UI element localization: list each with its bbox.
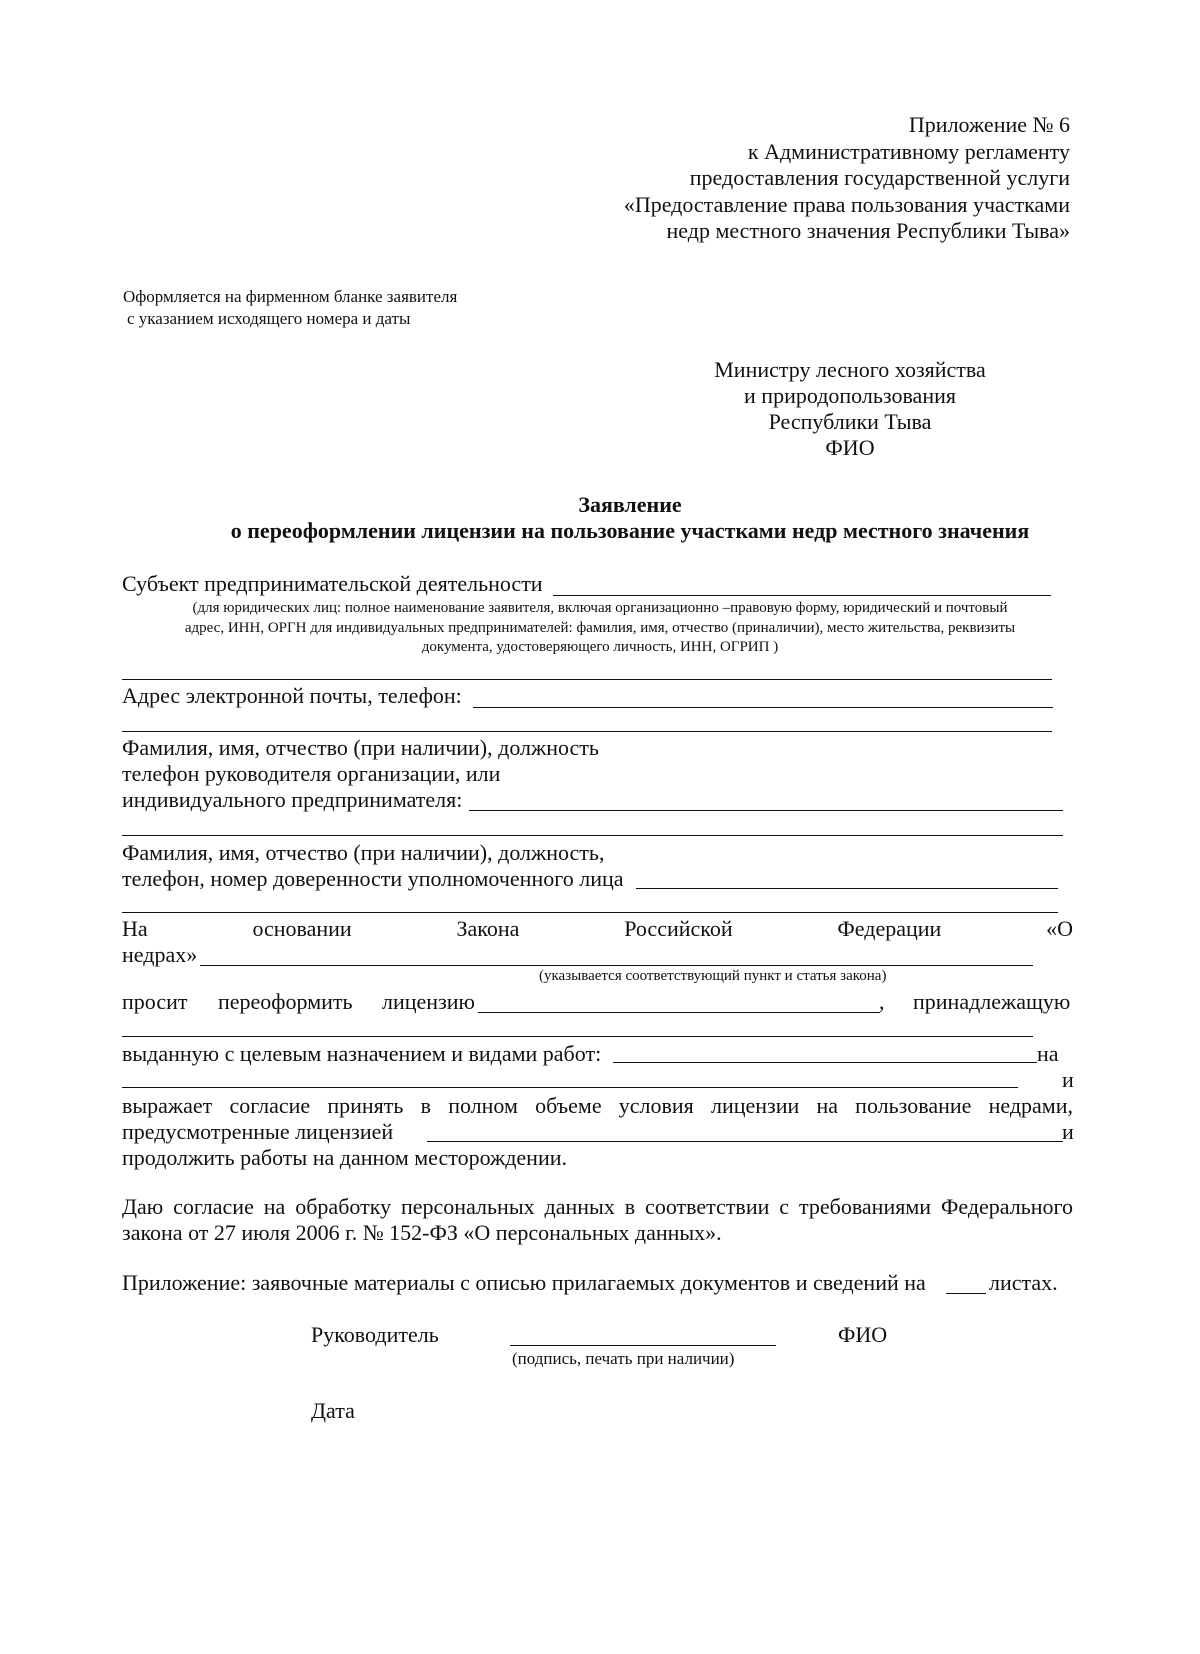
basis-hint: (указывается соответствующий пункт и статья закона) (539, 968, 887, 984)
signature-role: Руководитель (311, 1322, 439, 1347)
subject-hint: (для юридических лиц: полное наименование заявителя, включая организационно –правовую форму, юридический и почтовый (192, 600, 1008, 616)
basis-word: Федерации (837, 916, 942, 941)
appendix-line: недр местного значения Республики Тыва» (666, 218, 1070, 243)
basis-word: «О (1046, 916, 1073, 941)
basis-word: На (122, 916, 148, 941)
addressee-line: Министру лесного хозяйства (714, 357, 986, 382)
basis-word: основании (252, 916, 352, 941)
signature-hint: (подпись, печать при наличии) (512, 1349, 735, 1368)
request-comma: , (879, 989, 885, 1014)
agree-text: выражает согласие принять в полном объеме условия лицензии на пользование недрами, (122, 1093, 1073, 1118)
addressee-line: Республики Тыва (768, 409, 932, 434)
proxy-label-line: Фамилия, имя, отчество (при наличии), должность, (122, 840, 605, 865)
proxy-input-line[interactable] (636, 888, 1058, 889)
appendix-line: предоставления государственной услуги (689, 165, 1070, 190)
proxy-label-line: телефон, номер доверенности уполномоченного лица (122, 866, 624, 891)
owner-input-line[interactable] (122, 1036, 1033, 1037)
request-and-2: и (1062, 1119, 1074, 1144)
consent-text: Даю согласие на обработку персональных данных в соответствии с требованиями Федерального (122, 1194, 1073, 1219)
addressee-line: и природопользования (744, 383, 956, 408)
appendix-line: Приложение № 6 (908, 112, 1070, 137)
request-word: лицензию (382, 989, 475, 1014)
subject-input-line-2[interactable] (122, 679, 1052, 680)
appendix-line: к Административному регламенту (747, 138, 1070, 164)
request-na: на (1037, 1041, 1059, 1066)
attachment-suffix: листах. (989, 1270, 1058, 1295)
email-input-line-2[interactable] (122, 731, 1052, 732)
attachment-prefix: Приложение: заявочные материалы с описью прилагаемых документов и сведений на (122, 1270, 926, 1295)
purpose-input-line-2[interactable] (122, 1087, 1018, 1088)
appendix-block (560, 112, 1070, 245)
subject-hint: документа, удостоверяющего личность, ИНН, ОГРИП ) (421, 639, 779, 655)
document-title: Заявление (578, 492, 682, 517)
addressee-line: ФИО (825, 435, 875, 460)
basis-word: Российской (624, 916, 733, 941)
email-label: Адрес электронной почты, телефон: (122, 683, 462, 708)
subject-label: Субъект предпринимательской деятельности (122, 571, 543, 596)
appendix-line: «Предоставление права пользования участками (623, 191, 1070, 217)
date-label: Дата (311, 1398, 355, 1423)
license-input-line[interactable] (478, 1012, 880, 1013)
sheets-count-input-line[interactable] (946, 1293, 986, 1294)
basis-line (122, 916, 1073, 942)
head-label-line: индивидуального предпринимателя: (122, 787, 463, 812)
agree-line (122, 1093, 1073, 1119)
head-input-line[interactable] (469, 810, 1063, 811)
issued-label: выданную с целевым назначением и видами работ: (122, 1041, 602, 1066)
consent-line (122, 1194, 1073, 1220)
basis-input-line[interactable] (200, 965, 1033, 966)
subject-input-line[interactable] (553, 595, 1051, 596)
request-word: просит (122, 989, 188, 1014)
request-and: и (1062, 1067, 1074, 1092)
request-word: переоформить (218, 989, 353, 1014)
purpose-input-line[interactable] (613, 1062, 1037, 1063)
email-input-line[interactable] (473, 707, 1053, 708)
basis-nedra: недрах» (122, 942, 198, 967)
head-input-line-2[interactable] (122, 835, 1063, 836)
license-ref-input-line[interactable] (427, 1141, 1063, 1142)
request-word: принадлежащую (913, 989, 1071, 1014)
signature-input-line[interactable] (510, 1345, 776, 1346)
letterhead-note-line: Оформляется на фирменном бланке заявителя (123, 287, 458, 306)
consent-line-2: закона от 27 июля 2006 г. № 152-ФЗ «О персональных данных». (122, 1220, 722, 1245)
signature-fio: ФИО (838, 1322, 888, 1347)
letterhead-note-line: с указанием исходящего номера и даты (127, 309, 411, 328)
agree-line-3: продолжить работы на данном месторождении. (122, 1145, 568, 1170)
head-label-line: Фамилия, имя, отчество (при наличии), должность (122, 735, 599, 760)
agree-line-2-label: предусмотренные лицензией (122, 1119, 394, 1144)
proxy-input-line-2[interactable] (122, 912, 1058, 913)
head-label-line: телефон руководителя организации, или (122, 761, 501, 786)
document-subtitle: о переоформлении лицензии на пользование участками недр местного значения (230, 518, 1030, 543)
addressee-block (690, 357, 1010, 461)
subject-hint: адрес, ИНН, ОРГН для индивидуальных предпринимателей: фамилия, имя, отчество (приналичии), место жительства, реквизиты (184, 620, 1016, 636)
basis-word: Закона (456, 916, 520, 941)
